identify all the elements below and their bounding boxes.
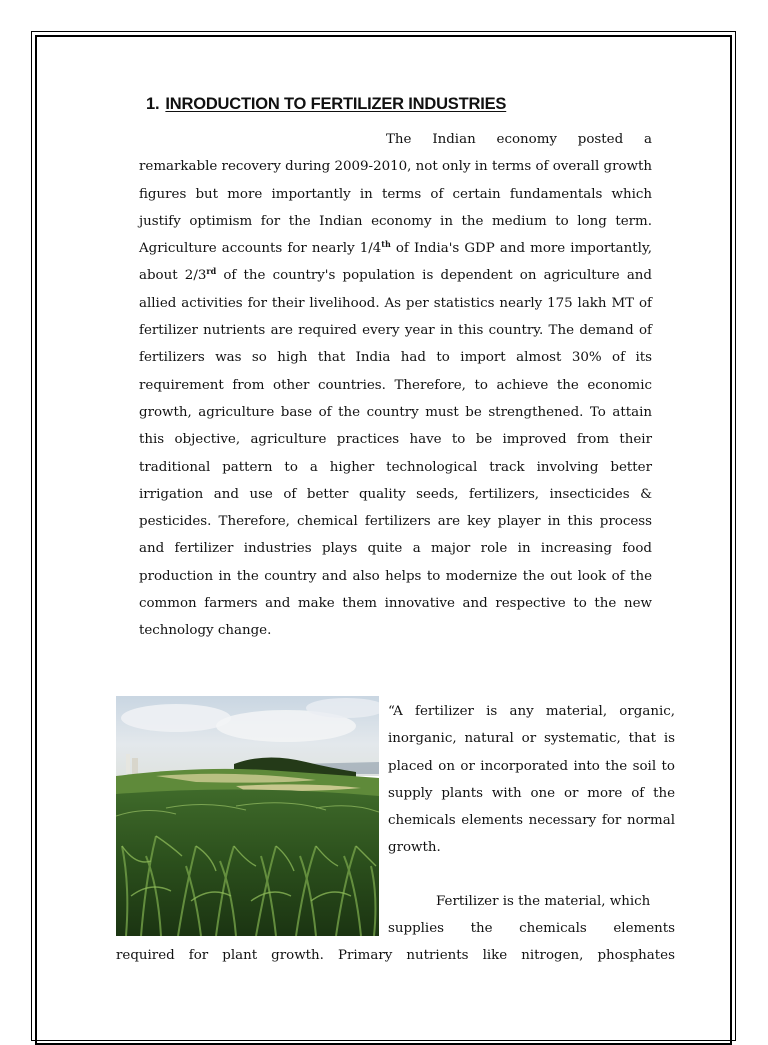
fertilizer-paragraph-line-2 <box>388 915 675 942</box>
word: nutrients <box>406 948 469 963</box>
section-title: INRODUCTION TO FERTILIZER INDUSTRIES <box>165 95 507 113</box>
cornfield-photo <box>116 696 379 936</box>
fertilizer-paragraph-line-3 <box>116 942 675 969</box>
word: for <box>188 948 209 963</box>
definition-quote: “A fertilizer is any material, organic, inorganic, natural or systematic, that is placed on or incorporated into the soil to supply plants with one or more of the chemicals elements necessary for normal growth. <box>388 704 675 856</box>
word: like <box>482 948 508 963</box>
superscript-rd: rd <box>206 266 217 277</box>
superscript-th: th <box>381 239 391 250</box>
intro-text-2: of India's GDP and more importantly, about 2/3 <box>139 241 652 284</box>
word: nitrogen, <box>521 948 584 963</box>
word: the <box>470 921 493 936</box>
section-number: 1. <box>146 95 160 113</box>
word: supplies <box>388 921 445 936</box>
word: plant <box>222 948 258 963</box>
word: elements <box>613 921 675 936</box>
intro-paragraph <box>139 126 652 645</box>
section-heading <box>146 95 506 114</box>
word: Primary <box>337 948 393 963</box>
intro-text-1: The Indian economy posted a remarkable recovery during 2009-2010, not only in terms of overall growth figures but more importantly in terms of certain fundamentals which justify optimism for the Indian economy in the medium to long term. Agriculture accounts for nearly 1/4 <box>139 132 653 257</box>
word: chemicals <box>519 921 587 936</box>
word: growth. <box>271 948 324 963</box>
word: phosphates <box>597 948 675 963</box>
fertilizer-paragraph-line-1: Fertilizer is the material, which <box>436 894 651 909</box>
word: required <box>116 948 175 963</box>
intro-text-3: of the country's population is dependent on agriculture and allied activities for their livelihood. As per statistics nearly 175 lakh MT of fertilizer nutrients are required every year in this country. The demand of fertilizers was so high that India had to import almost 30% of its requirement from other countries. Therefore, to achieve the economic growth, agriculture base of the country must be strengthened. To attain this objective, agriculture practices have to be improved from their traditional pattern to a higher technological track involving better irrigation and use of better quality seeds, fertilizers, insecticides & pesticides. Therefore, chemical fertilizers are key player in this process and fertilizer industries plays quite a major role in increasing food production in the country and also helps to modernize the out look of the common farmers and make them innovative and respective to the new technology change. <box>139 268 652 639</box>
